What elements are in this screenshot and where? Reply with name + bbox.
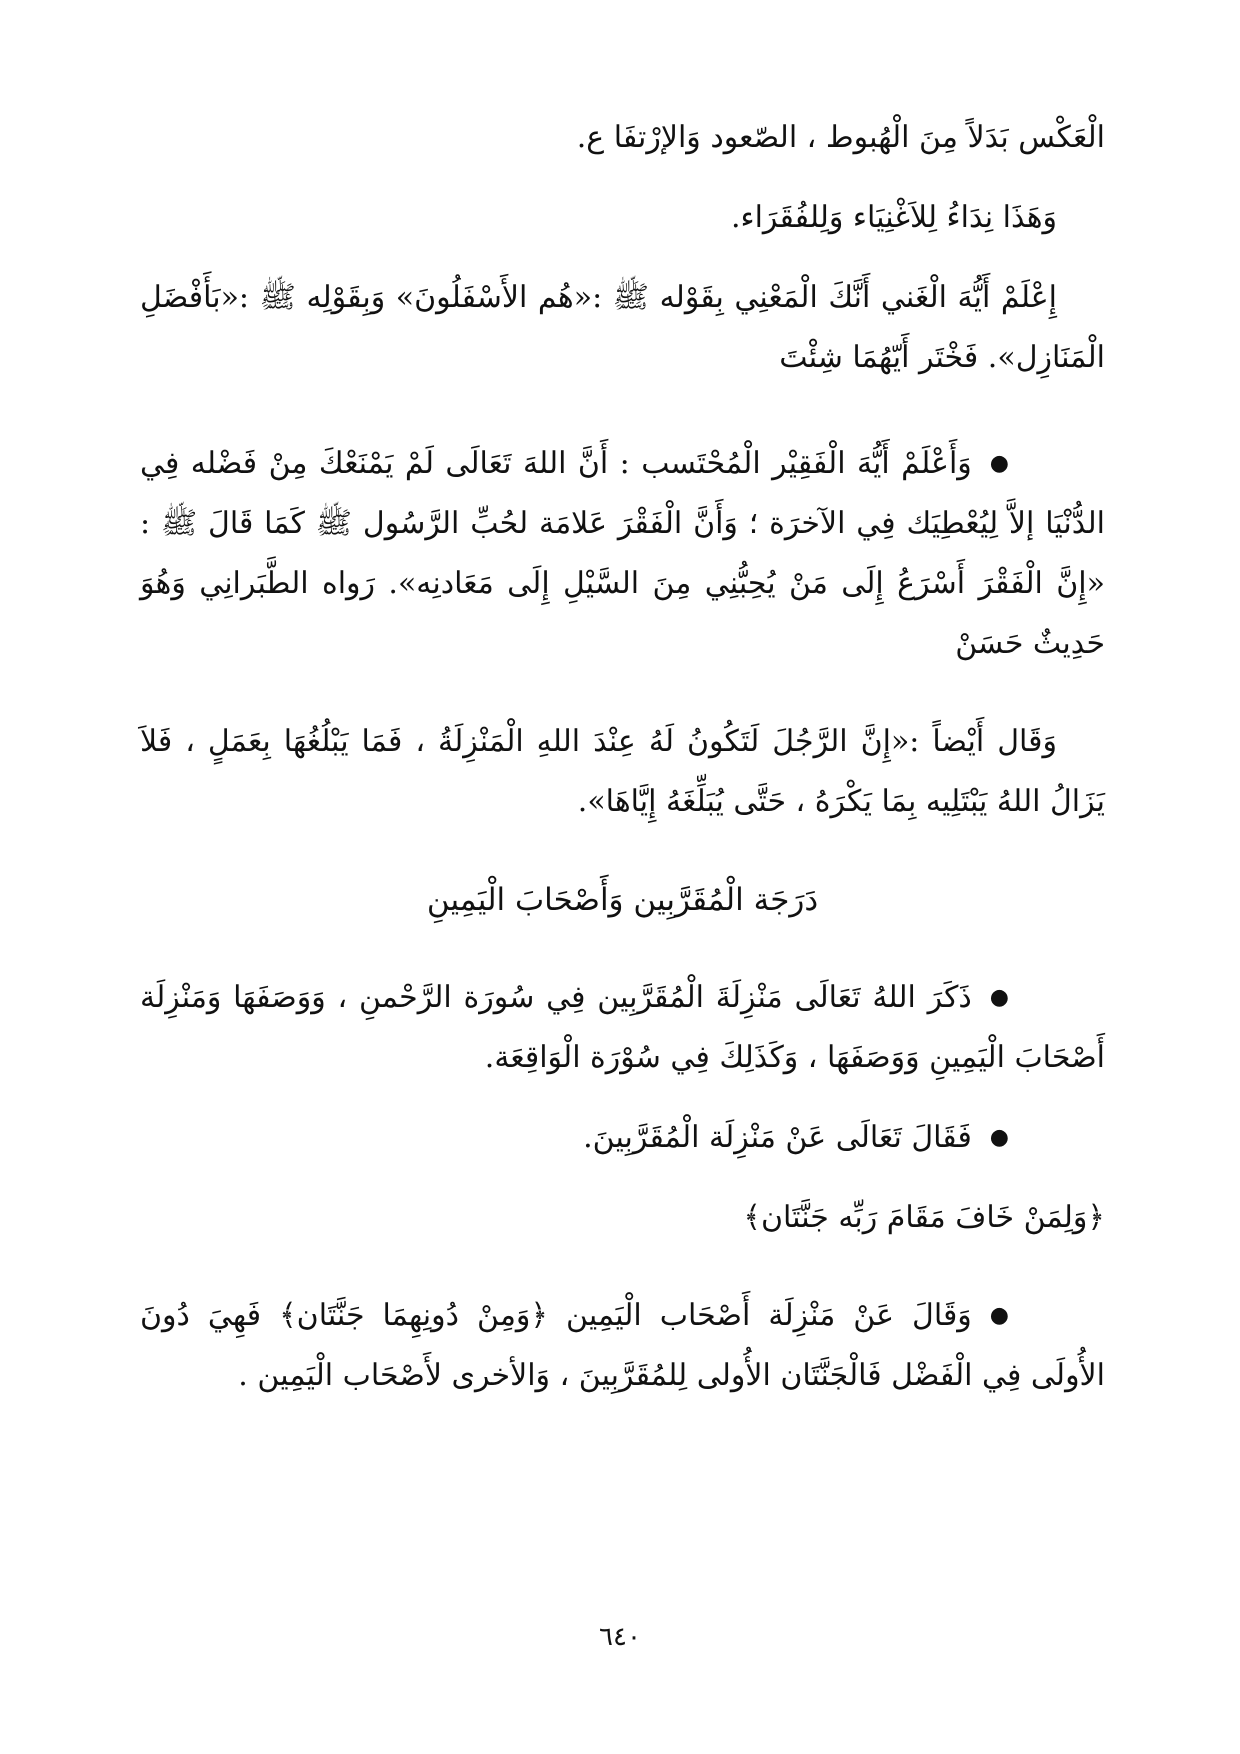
- quran-verse: ﴿وَلِمَنْ خَافَ مَقَامَ رَبِّه جَنَّتَان﴾: [743, 1200, 1105, 1235]
- paragraph-4: [140, 434, 1105, 674]
- bullet-icon: ●: [989, 1125, 1009, 1150]
- paragraph-6: [140, 968, 1105, 1088]
- paragraph-9: [140, 1286, 1105, 1406]
- paragraph-7: [140, 1108, 1105, 1168]
- page-body: [140, 108, 1105, 1406]
- bullet-icon: ●: [989, 985, 1009, 1010]
- paragraph-1: الْعَكْس بَدَلاً مِنَ الْهُبوط ، الصّعود وَالإرْتفَا ع.: [576, 120, 1105, 155]
- paragraph-6-text: ذَكَرَ اللهُ تَعَالَى مَنْزِلَةَ الْمُقَرَّبِين فِي سُورَة الرَّحْمنِ ، وَوَصَفَهَا وَمَنْزِلَة أَصْحَابَ الْيَمِينِ وَوَصَفَهَا ، وَكَذَلِكَ فِي سُوْرَة الْوَاقِعَة.: [140, 980, 1105, 1075]
- bullet-icon: ●: [989, 451, 1009, 476]
- paragraph-7-text: فَقَالَ تَعَالَى عَنْ مَنْزِلَة الْمُقَرَّبِينَ.: [583, 1120, 972, 1155]
- page-number: ٦٤٠: [599, 1622, 641, 1652]
- paragraph-3: إِعْلَمْ أَيُّهَ الْغَني أَنَّكَ الْمَعْنِي بِقَوْله ﷺ :«هُم الأَسْفَلُونَ» وَبِقَوْلِه ﷺ :«بَأَفْضَلِ الْمَنَازِل». فَخْتَر أَيّهُمَا شِئْتَ: [140, 280, 1105, 375]
- paragraph-4-text: وَأَعْلَمْ أَيُّهَ الْفَقِيْر الْمُحْتَسب : أَنَّ اللهَ تَعَالَى لَمْ يَمْنَعْكَ مِنْ فَضْله فِي الدُّنْيَا إلاَّ لِيُعْطِيَك فِي الآخرَة ؛ وَأَنَّ الْفَقْرَ عَلامَة لحُبِّ الرَّسُول ﷺ كَمَا قَالَ ﷺ : «إِنَّ الْفَقْرَ أَسْرَعُ إِلَى مَنْ يُحِبُّنِي مِنَ السَّيْلِ إِلَى مَعَادنِه». رَواه الطَّبَرانِي وَهُوَ حَدِيثٌ حَسَنْ: [140, 446, 1105, 661]
- section-heading: دَرَجَة الْمُقَرَّبِين وَأَصْحَابَ الْيَمِينِ: [426, 882, 819, 918]
- paragraph-2: وَهَذَا نِدَاءُ لِلاَغْنِيَاء وَلِلفُقَرَاء.: [730, 200, 1057, 235]
- paragraph-5: وَقَال أَيْضاً :«إِنَّ الرَّجُلَ لَتَكُونُ لَهُ عِنْدَ اللهِ الْمَنْزِلَةُ ، فَمَا يَبْلُغُهَا بِعَمَلٍ ، فَلاَ يَزَالُ اللهُ يَبْتَلِيه بِمَا يَكْرَهُ ، حَتَّى يُبَلِّغَهُ إِيَّاهَا».: [140, 724, 1105, 819]
- paragraph-9-text: وَقَالَ عَنْ مَنْزِلَة أَصْحَاب الْيَمِين ﴿وَمِنْ دُونِهِمَا جَنَّتَان﴾ فَهِيَ دُونَ الأُولَى فِي الْفَضْل فَالْجَنَّتَان الأُولى لِلمُقَرَّبِينَ ، وَالأخرى لأَصْحَاب الْيَمِين .: [140, 1298, 1105, 1393]
- bullet-icon: ●: [989, 1303, 1009, 1328]
